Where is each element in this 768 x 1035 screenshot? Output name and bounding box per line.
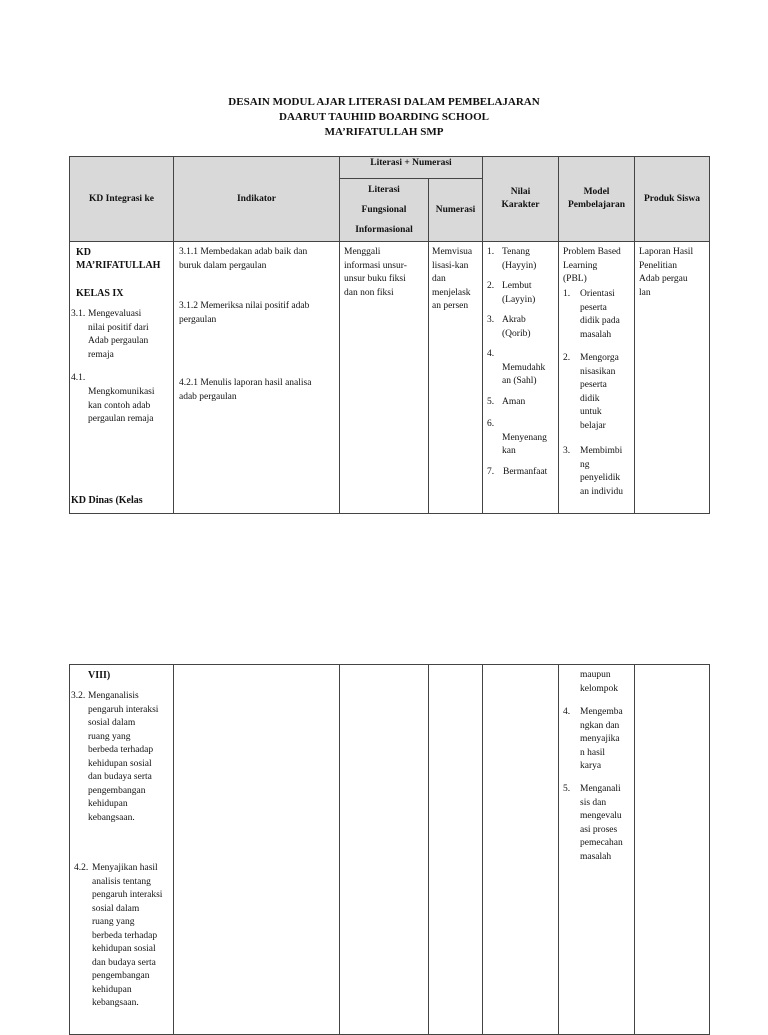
kd-3-2-text: Menganalisis pengaruh interaksi sosial dalam ruang yang berbeda terhadap kehidupan sosial dan budaya serta pengembangan kehidupan kebangsaan. xyxy=(88,691,159,823)
nilai-4-number: 4. xyxy=(487,349,495,359)
nilai-2-number: 2. xyxy=(487,281,495,291)
indikator-4-2-1: 4.2.1 Menulis laporan hasil analisa adab pergaulan xyxy=(179,378,312,402)
kd-dinas-kelas-viii: VIII) xyxy=(88,670,111,681)
model-pembelajaran-cell xyxy=(559,242,635,514)
model-step-2-text: Mengorga nisasikan peserta didik untuk belajar xyxy=(580,353,619,431)
indikator-3-1-2: 3.1.2 Memeriksa nilai positif adab pergaulan xyxy=(179,301,310,325)
model-step-1-text: Orientasi peserta didik pada masalah xyxy=(580,289,620,340)
model-step-5-number: 5. xyxy=(563,784,571,794)
model-step-1-number: 1. xyxy=(563,289,571,299)
header-literasi-numerasi: Literasi + Numerasi xyxy=(340,157,483,179)
kd-3-1-number: 3.1. xyxy=(71,309,86,319)
header-nilai-karakter: Nilai Karakter xyxy=(483,157,559,242)
header-indikator: Indikator xyxy=(174,157,340,242)
nilai-3-number: 3. xyxy=(487,315,495,325)
nilai-7-number: 7. xyxy=(487,467,495,477)
kd-3-2-number: 3.2. xyxy=(71,691,86,701)
model-step-2-number: 2. xyxy=(563,353,571,363)
document-title-line-3: MA’RIFATULLAH SMP xyxy=(324,126,444,138)
model-pembelajaran-cell-continued xyxy=(559,665,635,1035)
kd-heading-marifatullah: MA’RIFATULLAH xyxy=(76,260,161,271)
nilai-6-number: 6. xyxy=(487,419,495,429)
header-model-pembelajaran: Model Pembelajaran xyxy=(559,157,635,242)
nilai-4-text: Memudahk an (Sahl) xyxy=(502,362,546,386)
indikator-3-1-1: 3.1.1 Membedakan adab baik dan buruk dalam pergaulan xyxy=(179,247,308,271)
model-intro: Problem Based Learning (PBL) xyxy=(563,247,621,284)
nilai-1-number: 1. xyxy=(487,247,495,257)
kd-4-2-number: 4.2. xyxy=(74,863,89,873)
literasi-cell-continued xyxy=(340,665,429,1035)
nilai-3-text: Akrab (Qorib) xyxy=(502,315,531,339)
nilai-5-number: 5. xyxy=(487,397,495,407)
indikator-cell-continued xyxy=(174,665,340,1035)
kd-cell-continued xyxy=(70,665,174,1035)
nilai-1-text: Tenang (Hayyin) xyxy=(502,247,537,271)
nilai-5-text: Aman xyxy=(502,397,526,407)
nilai-7-text: Bermanfaat xyxy=(503,467,548,477)
indikator-cell xyxy=(174,242,340,514)
nilai-karakter-cell-continued xyxy=(483,665,559,1035)
model-step-4-text: Mengemba ngkan dan menyajika n hasil karya xyxy=(580,707,623,771)
produk-siswa-cell xyxy=(635,242,710,514)
model-step-3-continued: maupun kelompok xyxy=(580,670,618,694)
document-title-line-1: DESAIN MODUL AJAR LITERASI DALAM PEMBELAJARAN xyxy=(228,96,540,108)
numerasi-cell xyxy=(429,242,483,514)
produk-siswa-cell-continued xyxy=(635,665,710,1035)
produk-text: Laporan Hasil Penelitian Adab pergau lan xyxy=(639,247,694,298)
header-literasi-fungsional: Literasi Fungsional Informasional xyxy=(340,179,429,242)
model-step-4-number: 4. xyxy=(563,707,571,717)
header-kd-integrasi: KD Integrasi ke xyxy=(70,157,174,242)
kelas-label: KELAS IX xyxy=(76,288,124,299)
model-step-3-number: 3. xyxy=(563,446,571,456)
literasi-cell xyxy=(340,242,429,514)
kd-4-1-text: Mengkomunikasi kan contoh adab pergaulan remaja xyxy=(88,387,155,424)
header-numerasi: Numerasi xyxy=(429,179,483,242)
modul-table-page-2 xyxy=(69,664,710,1035)
nilai-karakter-cell xyxy=(483,242,559,514)
kd-4-2-text: Menyajikan hasil analisis tentang pengaruh interaksi sosial dalam ruang yang berbeda terhadap kehidupan sosial dan budaya serta pengembangan kehidupan kebangsaan. xyxy=(92,863,163,1008)
model-step-3-text: Membimbi ng penyelidik an individu xyxy=(580,446,624,497)
nilai-6-text: Menyenang kan xyxy=(502,432,547,456)
header-produk-siswa: Produk Siswa xyxy=(635,157,710,242)
kd-dinas-label: KD Dinas (Kelas xyxy=(71,495,143,506)
kd-3-1-text: Mengevaluasi nilai positif dari Adab pergaulan remaja xyxy=(88,309,149,360)
literasi-text: Menggali informasi unsur- unsur buku fiksi dan non fiksi xyxy=(344,247,407,298)
kd-4-1-number: 4.1. xyxy=(71,373,86,383)
kd-cell xyxy=(70,242,174,514)
kd-heading: KD xyxy=(76,247,91,258)
document-title-line-2: DAARUT TAUHIID BOARDING SCHOOL xyxy=(279,111,489,123)
numerasi-cell-continued xyxy=(429,665,483,1035)
numerasi-text: Memvisua lisasi-kan dan menjelask an persen xyxy=(432,247,473,311)
modul-table-page-1 xyxy=(69,156,710,514)
nilai-2-text: Lembut (Layyin) xyxy=(502,281,536,305)
model-step-5-text: Menganali sis dan mengevalu asi proses pemecahan masalah xyxy=(580,784,623,862)
